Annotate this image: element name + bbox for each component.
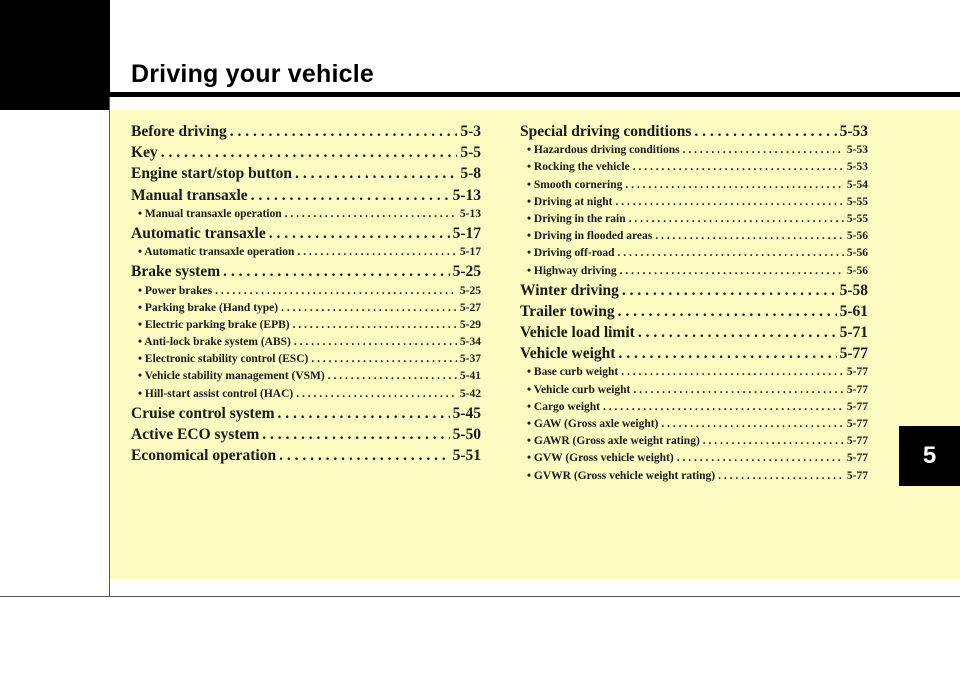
toc-entry-page: 5-42 xyxy=(459,387,481,400)
dot-leader xyxy=(285,206,457,223)
dot-leader xyxy=(294,334,457,351)
toc-entry-page: 5-53 xyxy=(839,123,868,140)
toc-entry-label: • Hazardous driving conditions xyxy=(527,144,680,157)
toc-entry-label: • Base curb weight xyxy=(527,366,619,379)
toc-subentry[interactable] xyxy=(131,317,481,334)
toc-entry-label: • Parking brake (Hand type) xyxy=(138,301,279,314)
chapter-tab[interactable] xyxy=(899,426,960,486)
toc-subentry[interactable] xyxy=(520,433,868,450)
dot-leader xyxy=(278,403,450,424)
dot-leader xyxy=(281,300,457,317)
toc-entry-label: • Driving off-road xyxy=(527,247,615,260)
toc-entry[interactable] xyxy=(520,322,868,343)
toc-entry-label: Manual transaxle xyxy=(131,186,248,204)
toc-entry-page: 5-77 xyxy=(846,452,868,465)
toc-entry-label: Key xyxy=(131,144,158,162)
toc-subentry[interactable] xyxy=(520,416,868,433)
dot-leader xyxy=(633,382,844,399)
toc-entry-page: 5-61 xyxy=(839,302,868,320)
corner-block xyxy=(0,0,110,110)
toc-subentry[interactable] xyxy=(131,300,481,317)
dot-leader xyxy=(683,142,844,159)
toc-entry-label: • Highway driving xyxy=(527,264,617,277)
toc-entry-page: 5-54 xyxy=(846,178,868,191)
toc-entry-label: Special driving conditions xyxy=(520,123,692,140)
toc-entry-label: • Rocking the vehicle xyxy=(527,161,630,174)
toc-entry-label: Vehicle weight xyxy=(520,345,616,363)
dot-leader xyxy=(251,185,450,206)
toc-entry-label: • Electric parking brake (EPB) xyxy=(138,318,290,331)
toc-subentry[interactable] xyxy=(131,351,481,368)
toc-entry-label: Economical operation xyxy=(131,447,277,465)
toc-subentry[interactable] xyxy=(520,177,868,194)
toc-entry-label: • GVW (Gross vehicle weight) xyxy=(527,452,674,465)
chapter-number: 5 xyxy=(922,442,937,469)
toc-entry-page: 5-13 xyxy=(459,207,481,220)
header-rule xyxy=(110,92,960,97)
dot-leader xyxy=(633,159,844,176)
toc-subentry[interactable] xyxy=(131,206,481,223)
page-title: Driving your vehicle xyxy=(131,60,374,88)
toc-entry-label: Vehicle load limit xyxy=(520,324,635,342)
footer-rule xyxy=(0,596,960,597)
dot-leader xyxy=(296,386,457,403)
dot-leader xyxy=(620,263,844,280)
toc-entry-label: Active ECO system xyxy=(131,426,260,443)
toc-entry-page: 5-5 xyxy=(460,144,481,162)
toc-entry-label: • Power brakes xyxy=(138,284,213,297)
dot-leader xyxy=(694,121,836,142)
toc-entry-label: • GAWR (Gross axle weight rating) xyxy=(527,435,700,448)
toc-entry-page: 5-77 xyxy=(846,469,868,482)
toc-entry-label: • Electronic stability control (ESC) xyxy=(138,353,309,366)
toc-entry[interactable] xyxy=(131,185,481,206)
toc-subentry[interactable] xyxy=(520,263,868,280)
toc-entry[interactable] xyxy=(520,301,868,322)
dot-leader xyxy=(622,280,837,301)
dot-leader xyxy=(661,416,844,433)
dot-leader xyxy=(618,245,844,262)
toc-entry-page: 5-55 xyxy=(846,195,868,208)
toc-subentry[interactable] xyxy=(520,382,868,399)
dot-leader xyxy=(603,399,844,416)
toc-entry-label: • Anti-lock brake system (ABS) xyxy=(138,336,291,349)
toc-entry[interactable] xyxy=(131,403,481,424)
toc-subentry[interactable] xyxy=(131,283,481,300)
dot-leader xyxy=(677,450,844,467)
toc-entry-page: 5-3 xyxy=(460,123,481,140)
dot-leader xyxy=(262,424,449,445)
dot-leader xyxy=(223,261,449,282)
toc-entry-page: 5-56 xyxy=(846,264,868,277)
toc-entry[interactable] xyxy=(131,142,481,163)
dot-leader xyxy=(621,364,844,381)
toc-entry[interactable] xyxy=(131,261,481,282)
toc-entry-page: 5-45 xyxy=(452,404,481,422)
toc-entry-label: • Driving at night xyxy=(527,195,613,208)
toc-entry[interactable] xyxy=(131,223,481,244)
toc-subentry[interactable] xyxy=(520,364,868,381)
toc-entry-page: 5-77 xyxy=(846,383,868,396)
toc-subentry[interactable] xyxy=(131,244,481,261)
toc-subentry[interactable] xyxy=(131,386,481,403)
toc-entry-label: • Cargo weight xyxy=(527,400,601,413)
toc-entry-page: 5-25 xyxy=(459,284,481,297)
dot-leader xyxy=(295,163,457,184)
toc-entry[interactable] xyxy=(131,121,481,142)
toc-subentry[interactable] xyxy=(131,334,481,351)
toc-entry-label: • Smooth cornering xyxy=(527,178,623,191)
toc-entry-page: 5-77 xyxy=(839,345,868,363)
toc-entry[interactable] xyxy=(520,121,868,142)
toc-entry-page: 5-13 xyxy=(452,186,481,204)
toc-subentry[interactable] xyxy=(520,194,868,211)
toc-entry-page: 5-53 xyxy=(846,144,868,157)
dot-leader xyxy=(279,445,449,466)
dot-leader xyxy=(618,301,837,322)
toc-entry-page: 5-53 xyxy=(846,161,868,174)
toc-subentry[interactable] xyxy=(520,159,868,176)
toc-subentry[interactable] xyxy=(131,368,481,385)
toc-entry-label: • Vehicle curb weight xyxy=(527,383,631,396)
toc-entry-page: 5-37 xyxy=(459,353,481,366)
toc-entry-page: 5-77 xyxy=(846,366,868,379)
toc-entry-page: 5-51 xyxy=(452,447,481,465)
toc-entry[interactable] xyxy=(131,445,481,466)
dot-leader xyxy=(616,194,844,211)
toc-entry-page: 5-58 xyxy=(839,281,868,299)
toc-entry-label: Cruise control system xyxy=(131,404,275,422)
toc-entry-page: 5-77 xyxy=(846,435,868,448)
dot-leader xyxy=(215,283,457,300)
toc-entry-label: • Driving in flooded areas xyxy=(527,230,653,243)
dot-leader xyxy=(629,211,844,228)
toc-entry-label: Automatic transaxle xyxy=(131,224,266,242)
toc-entry-label: • Vehicle stability management (VSM) xyxy=(138,370,325,383)
toc-subentry[interactable] xyxy=(520,228,868,245)
toc-entry-label: Before driving xyxy=(131,123,227,140)
toc-entry-page: 5-77 xyxy=(846,418,868,430)
toc-entry[interactable] xyxy=(520,280,868,301)
toc-entry-page: 5-17 xyxy=(452,224,481,242)
toc-entry-page: 5-34 xyxy=(459,336,481,349)
toc-entry-label: Engine start/stop button xyxy=(131,165,293,183)
dot-leader xyxy=(311,351,457,368)
dot-leader xyxy=(230,121,458,142)
dot-leader xyxy=(161,142,458,163)
dot-leader xyxy=(328,368,457,385)
dot-leader xyxy=(297,244,457,261)
toc-entry-page: 5-56 xyxy=(846,230,868,243)
toc-entry-label: Trailer towing xyxy=(520,302,615,320)
toc-entry-label: • GAW (Gross axle weight) xyxy=(527,418,659,430)
toc-entry-page: 5-56 xyxy=(846,247,868,260)
toc-entry[interactable] xyxy=(131,424,481,445)
toc-entry-page: 5-17 xyxy=(459,246,481,259)
toc-entry[interactable] xyxy=(520,343,868,364)
toc-column-left xyxy=(131,121,481,466)
toc-subentry[interactable] xyxy=(520,142,868,159)
toc-entry-page: 5-41 xyxy=(459,370,481,383)
dot-leader xyxy=(655,228,844,245)
toc-entry-page: 5-77 xyxy=(846,400,868,413)
toc-subentry[interactable] xyxy=(520,399,868,416)
dot-leader xyxy=(618,343,836,364)
toc-entry-page: 5-8 xyxy=(460,165,481,183)
toc-entry-page: 5-50 xyxy=(452,426,481,443)
toc-entry-page: 5-29 xyxy=(459,318,481,331)
toc-subentry[interactable] xyxy=(520,211,868,228)
toc-subentry[interactable] xyxy=(520,245,868,262)
toc-entry-label: • Driving in the rain xyxy=(527,212,626,225)
toc-entry-label: • GVWR (Gross vehicle weight rating) xyxy=(527,469,716,482)
toc-entry-label: • Manual transaxle operation xyxy=(138,207,282,220)
toc-entry-label: Brake system xyxy=(131,263,221,281)
dot-leader xyxy=(638,322,837,343)
toc-entry-label: • Hill-start assist control (HAC) xyxy=(138,387,294,400)
dot-leader xyxy=(703,433,844,450)
toc-subentry[interactable] xyxy=(520,450,868,467)
dot-leader xyxy=(293,317,457,334)
toc-column-right xyxy=(520,121,868,485)
toc-entry-label: Winter driving xyxy=(520,281,619,299)
dot-leader xyxy=(269,223,450,244)
toc-subentry[interactable] xyxy=(520,468,868,485)
toc-entry-label: • Automatic transaxle operation xyxy=(138,246,295,259)
toc-entry-page: 5-27 xyxy=(459,301,481,314)
toc-entry[interactable] xyxy=(131,163,481,184)
dot-leader xyxy=(718,468,844,485)
toc-entry-page: 5-55 xyxy=(846,212,868,225)
dot-leader xyxy=(625,177,844,194)
toc-entry-page: 5-71 xyxy=(839,324,868,342)
toc-entry-page: 5-25 xyxy=(452,263,481,281)
